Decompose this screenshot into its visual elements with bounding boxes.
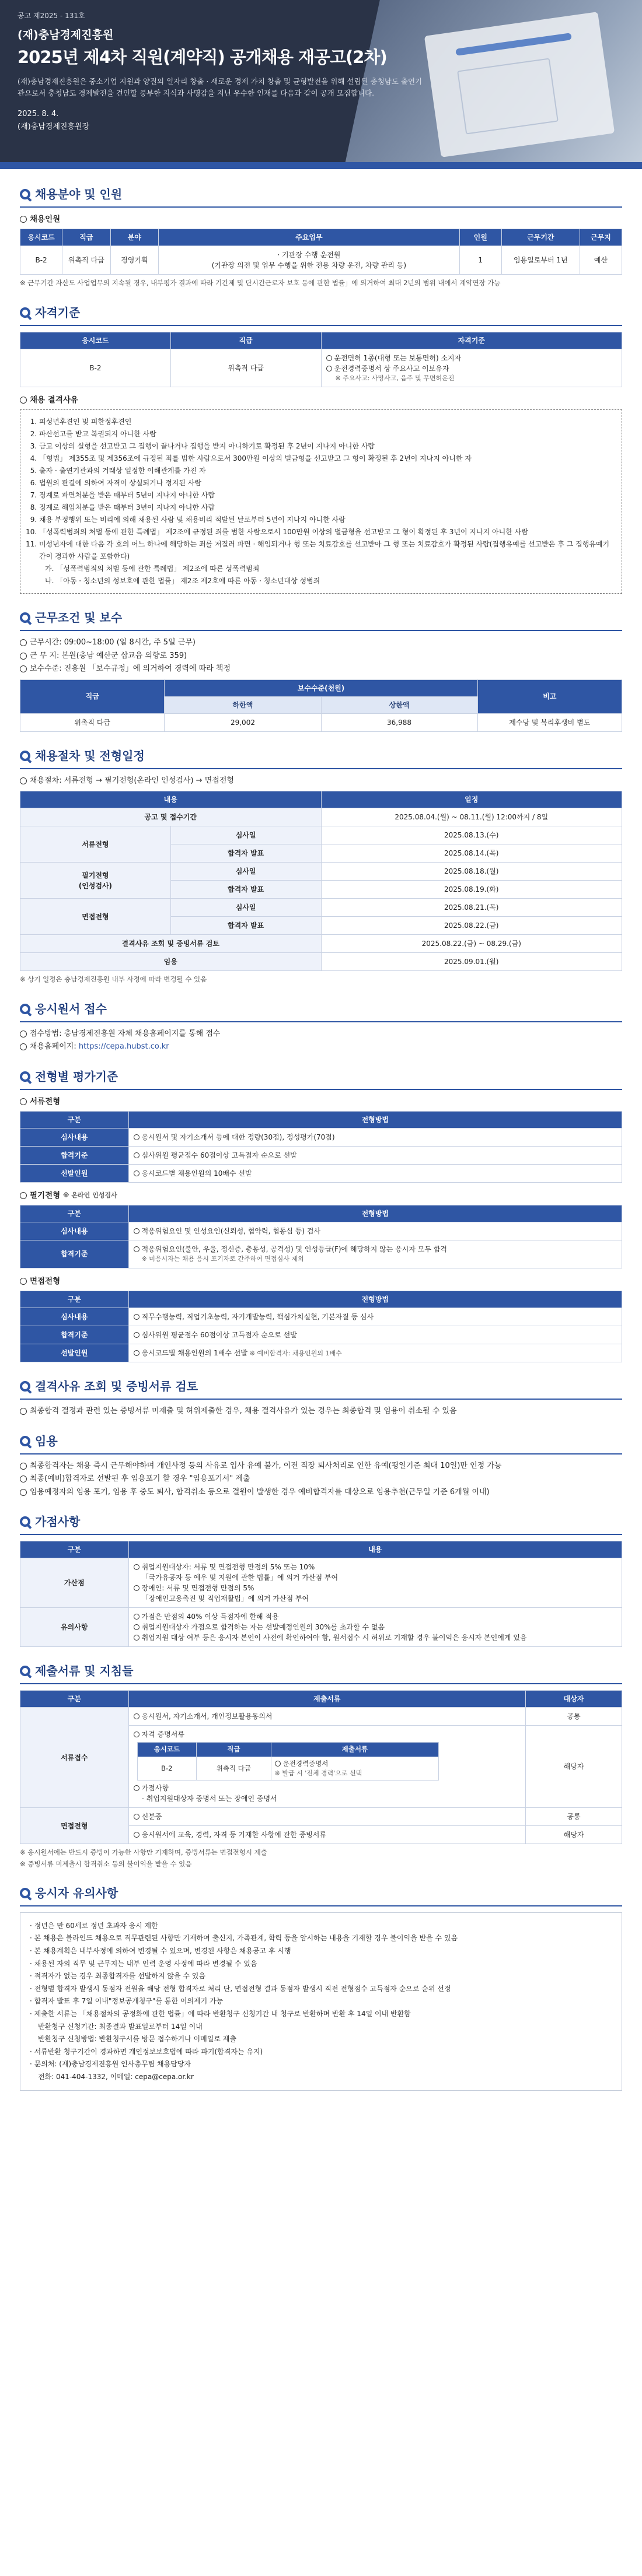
- circle-bullet-icon: [134, 1228, 139, 1234]
- table-header: 전형방법: [128, 1291, 622, 1308]
- table-row: [20, 826, 622, 844]
- circle-bullet-icon: [20, 1475, 27, 1482]
- table-cell: 합격자 발표: [170, 917, 321, 935]
- table-cell: 2025.08.22.(금) ~ 08.29.(금): [321, 935, 622, 953]
- list-item: · 채용된 자의 직무 및 근무지는 내부 인력 운영 사정에 따라 변경될 수 있음: [30, 1959, 257, 1968]
- circle-bullet-icon: [134, 1785, 139, 1791]
- table-cell: 위촉직 다급: [20, 713, 165, 731]
- circle-bullet-icon: [20, 1278, 27, 1285]
- circle-bullet-icon: [20, 1192, 27, 1199]
- table-header: 분야: [110, 229, 158, 246]
- circle-bullet-icon: [20, 1098, 27, 1105]
- table-cell: 해당자: [526, 1826, 622, 1844]
- table-header: 주요업무: [159, 229, 460, 246]
- condition-text: 보수수준: 진흥원 「보수규정」에 의거하여 경력에 따라 책정: [30, 664, 231, 674]
- list-item: 10. 「성폭력범죄의 처벌 등에 관한 특례법」 제2조에 규정된 죄를 범한 사람으로서 100만원 이상의 벌금형을 선고받고 그 형이 확정된 후 3년이 지나지 아니한 사람: [39, 526, 613, 538]
- circle-bullet-icon: [20, 1408, 27, 1415]
- table-cell: 서류전형: [20, 826, 171, 863]
- list-item: 2. 파산선고를 받고 복권되지 아니한 사람: [39, 428, 613, 440]
- circle-bullet-icon: [134, 1814, 139, 1820]
- section-qualifications: [20, 304, 622, 594]
- table-row: [20, 349, 622, 387]
- footnote: ※ 증빙서류 미제출시 합격취소 등의 불이익을 받을 수 있음: [20, 1859, 192, 1868]
- list-item: · 적격자가 없는 경우 최종합격자를 선발하지 않을 수 있음: [30, 1972, 205, 1981]
- table-cell: [128, 1222, 622, 1240]
- section-title: 근무조건 및 보수: [35, 611, 123, 625]
- list-item: · 제출한 서류는 「채용절차의 공정화에 관한 법률」에 따라 반환청구 신청기간 내 청구로 반환하며 반환 후 14일 이내 반환함: [30, 2009, 411, 2018]
- table-cell: 합격기준: [20, 1326, 129, 1344]
- section-documents: [20, 1662, 622, 1869]
- subheading-note: ※ 온라인 인성검사: [62, 1191, 117, 1199]
- table-cell: [128, 1726, 525, 1808]
- table-cell: 필기전형 (인성검사): [20, 863, 171, 899]
- cell-text: 취업지원대상자: 서류 및 면접전형 만점의 5% 또는 10%: [141, 1563, 315, 1572]
- table-cell: [128, 1344, 622, 1362]
- table-cell: [128, 1240, 622, 1268]
- bonus-table: [20, 1541, 622, 1647]
- schedule-table: [20, 791, 622, 971]
- list-item: · 본 채용은 블라인드 채용으로 직무관련된 사항만 기재하여 출신지, 가족관계, 학력 등을 암시하는 내용을 기재할 경우 불이익을 받을 수 있음: [30, 1934, 458, 1943]
- inner-documents-table: [137, 1742, 439, 1781]
- cell-text: 적응위험요인 및 인성요인(신뢰성, 협약력, 협동심 등) 검사: [141, 1227, 321, 1235]
- table-row: [20, 808, 622, 826]
- list-subitem: 반환청구 신청기간: 최종결과 발표일로부터 14일 이내: [38, 2022, 203, 2031]
- table-row: [20, 1326, 622, 1344]
- table-cell: 2025.09.01.(월): [321, 953, 622, 971]
- table-cell: 2025.08.22.(금): [321, 917, 622, 935]
- table-cell: 2025.08.21.(목): [321, 899, 622, 917]
- table-header: 응시코드: [137, 1743, 196, 1757]
- org-name: (재)충남경제진흥원: [18, 29, 114, 41]
- section-disqualification-check: [20, 1378, 622, 1417]
- table-header: 응시코드: [20, 332, 171, 349]
- circle-bullet-icon: [20, 1489, 27, 1496]
- section-evaluation: [20, 1068, 622, 1363]
- table-header: 전형방법: [128, 1111, 622, 1128]
- table-row: [20, 1240, 622, 1268]
- table-header: 하한액: [165, 696, 321, 713]
- cell-note: ※ 미응시자는 채용 응시 포기자로 간주하여 면접심사 제외: [141, 1255, 304, 1263]
- table-header: 구분: [20, 1205, 129, 1222]
- table-cell: 심사일: [170, 826, 321, 844]
- circle-bullet-icon: [134, 1585, 139, 1591]
- table-cell: [271, 1757, 438, 1781]
- circle-bullet-icon: [326, 355, 332, 361]
- condition-text: 근무시간: 09:00~18:00 (일 8시간, 주 5일 근무): [30, 638, 196, 647]
- footnote: ※ 근무기간 자산도 사업업무의 지속될 경우, 내부평가 결과에 따라 기간제 및 단시간근로자 보호 등에 관한 법률」에 의거하여 최대 2년의 범위 내에서 계약연장 가능: [20, 279, 501, 288]
- cell-text: 가점은 만점의 40% 이상 득점자에 한해 적용: [141, 1613, 279, 1621]
- cell-text: 장애인: 서류 및 면접전형 만점의 5%: [141, 1584, 254, 1593]
- section-title: 임용: [35, 1434, 58, 1448]
- table-header: 근무기간: [501, 229, 580, 246]
- list-item: · 문의처: (재)충남경제진흥원 인사총무팀 채용담당자: [30, 2060, 191, 2069]
- circle-bullet-icon: [134, 1332, 139, 1338]
- table-cell: 경영기획: [110, 246, 158, 275]
- section-application: [20, 1000, 622, 1053]
- table-header: 일정: [321, 791, 622, 808]
- circle-bullet-icon: [134, 1713, 139, 1719]
- search-icon: [20, 1516, 30, 1527]
- table-row: [20, 935, 622, 953]
- notes-box: [20, 1912, 622, 2091]
- table-cell: B-2: [20, 349, 171, 387]
- subheading: 서류전형: [30, 1096, 61, 1106]
- list-item: · 합격자 발표 후 7일 이내"정보공개청구"를 통한 이의제기 가능: [30, 1997, 224, 2006]
- hero-accent-bar: [0, 162, 642, 169]
- list-item: 1. 피성년후견인 및 피한정후견인: [39, 416, 613, 428]
- cell-text: 직무수행능력, 직업기초능력, 자기개발능력, 핵심가치실현, 기본자질 등 심사: [141, 1312, 374, 1321]
- table-cell: 2025.08.13.(수): [321, 826, 622, 844]
- table-header: 구분: [20, 1691, 129, 1708]
- table-cell: 합격자 발표: [170, 881, 321, 899]
- circle-bullet-icon: [20, 1031, 27, 1038]
- section-title: 결격사유 조회 및 증빙서류 검토: [35, 1379, 198, 1394]
- cell-text: 운전경력증명서: [282, 1759, 329, 1768]
- table-cell: 36,988: [321, 713, 477, 731]
- table-cell: 심사내용: [20, 1222, 129, 1240]
- table-header: 응시코드: [20, 229, 62, 246]
- table-header: 대상자: [526, 1691, 622, 1708]
- notice-date: 2025. 8. 4.: [18, 110, 59, 118]
- circle-bullet-icon: [20, 653, 27, 660]
- search-icon: [20, 1666, 30, 1676]
- table-cell: 합격기준: [20, 1240, 129, 1268]
- table-header: 인원: [459, 229, 501, 246]
- search-icon: [20, 1004, 30, 1014]
- table-header: 구분: [20, 1111, 129, 1128]
- table-header: 구분: [20, 1541, 129, 1558]
- appointment-text: 최종합격자는 채용 즉시 근무해야하며 개인사정 등의 사유로 입사 유예 불가, 이전 직장 퇴사처리로 인한 유예(평일기준 최대 10일)만 인정 가능: [30, 1461, 502, 1470]
- table-cell: 2025.08.19.(화): [321, 881, 622, 899]
- condition-text: 근 무 지: 본원(충남 예산군 삽교읍 의향로 359): [30, 651, 187, 660]
- circle-bullet-icon: [134, 1350, 139, 1356]
- search-icon: [20, 189, 30, 199]
- cell-text: 응시원서에 교육, 경력, 자격 등 기재한 사항에 관한 증빙서류: [141, 1831, 326, 1839]
- table-row: [137, 1757, 439, 1781]
- section-title: 채용절차 및 전형일정: [35, 748, 145, 763]
- circle-bullet-icon: [20, 1043, 27, 1050]
- section-title: 가점사항: [35, 1515, 81, 1529]
- list-item: · 서류반환 청구기간이 경과하면 개인정보보호법에 따라 파기(합격자는 유지): [30, 2047, 263, 2056]
- list-item: · 전형별 합격자 발생시 동점자 전원을 해당 전형 합격자로 처리 단, 면접전형 결과 동점자 발생시 직전 전형점수 고득점자 순으로 순위 선정: [30, 1984, 451, 1993]
- section-title: 자격기준: [35, 305, 81, 320]
- table-row: [20, 1608, 622, 1647]
- list-item: 4. 「형법」 제355조 및 제356조에 규정된 죄를 범한 사람으로서 300만원 이상의 벌금형을 선고받고 그 형이 확정된 후 2년이 지나지 아니한 자: [39, 453, 613, 465]
- subheading: 필기전형: [30, 1190, 61, 1200]
- table-header: 상한액: [321, 696, 477, 713]
- circle-bullet-icon: [134, 1832, 139, 1838]
- circle-bullet-icon: [20, 639, 27, 646]
- table-row: [20, 1708, 622, 1726]
- table-cell: [128, 1558, 622, 1608]
- appointment-text: 최종(예비)합격자로 선발된 후 임용포기 할 경우 "임용포기서" 제출: [30, 1474, 250, 1484]
- list-subitem: 반환청구 신청방법: 반환청구서를 방문 접수하거나 이메일로 제출: [38, 2035, 236, 2044]
- list-item: · 본 채용계획은 내부사정에 의하여 변경될 수 있으며, 변경된 사항은 채용공고 후 시행: [30, 1946, 291, 1955]
- table-cell: 심사내용: [20, 1308, 129, 1326]
- cell-text: 취업지원 대상 여부 등은 응시자 본인이 사전에 확인하여야 함, 원서접수 시 허위로 기재할 경우 불이익은 응시자 본인에게 있음: [141, 1634, 527, 1642]
- table-header: 직급: [197, 1743, 271, 1757]
- table-cell: 1: [459, 246, 501, 275]
- circle-bullet-icon: [20, 1463, 27, 1470]
- circle-bullet-icon: [134, 1152, 139, 1158]
- table-cell: 임용: [20, 953, 322, 971]
- cell-text: 「국가유공자 등 예우 및 지원에 관한 법률」에 의거 가산점 부여: [141, 1573, 339, 1582]
- table-header: 제출서류: [128, 1691, 525, 1708]
- application-label: 채용홈페이지:: [30, 1042, 76, 1051]
- table-cell: 위촉직 다급: [170, 349, 321, 387]
- qualification-note: ※ 주요사고: 사망사고, 음주 및 무면허운전: [335, 374, 455, 382]
- table-cell: [128, 1826, 525, 1844]
- intro-text: (재)충남경제진흥원은 중소기업 지원과 양질의 일자리 창출 · 새로운 경제 가치 창출 및 균형발전을 위해 설립된 충청남도 출연기관으로서 충청남도 경제발전을 견인할 풍부한 지식과 사명감을 지닌 우수한 인재를 다음과 같이 공개 모집합니다.: [18, 77, 423, 97]
- table-cell: 해당자: [526, 1726, 622, 1808]
- table-cell: [128, 1308, 622, 1326]
- cell-text: 응시원서, 자기소개서, 개인정보활용동의서: [141, 1712, 273, 1721]
- table-cell: 심사일: [170, 899, 321, 917]
- table-cell: 공통: [526, 1808, 622, 1826]
- table-row: [20, 863, 622, 881]
- written-screening-table: [20, 1205, 622, 1268]
- search-icon: [20, 1888, 30, 1898]
- table-row: [20, 713, 622, 731]
- notice-number: 공고 제2025 - 131호: [18, 12, 85, 20]
- table-cell: · 기관장 수행 운전원 (기관장 의전 및 업무 수행을 위한 전용 차량 운전, 차량 관리 등): [159, 246, 460, 275]
- subheading: 면접전형: [30, 1276, 61, 1286]
- cell-text: 적응위험요인(불안, 우울, 정신증, 충동성, 공격성) 및 인성등급(F)에 해당하지 않는 응시자 모두 합격: [141, 1245, 447, 1253]
- table-cell: 선발인원: [20, 1164, 129, 1182]
- qualification-table: [20, 332, 622, 388]
- circle-bullet-icon: [134, 1246, 139, 1252]
- pay-table: [20, 679, 622, 732]
- document-screening-table: [20, 1111, 622, 1183]
- table-header: 내용: [128, 1541, 622, 1558]
- cell-text: 심사위원 평균점수 60점이상 고득점자 순으로 선발: [141, 1151, 297, 1159]
- table-row: [20, 1558, 622, 1608]
- list-item: 3. 금고 이상의 실형을 선고받고 그 집행이 끝나거나 집행을 받지 아니하기로 확정된 후 2년이 지나지 아니한 사람: [39, 440, 613, 453]
- circle-bullet-icon: [134, 1732, 139, 1737]
- table-row: [20, 1308, 622, 1326]
- cell-note: ※ 예비합격자: 채용인원의 1배수: [249, 1349, 342, 1357]
- section-applicant-notes: [20, 1884, 622, 2091]
- table-row: [20, 953, 622, 971]
- list-item: 9. 채용 부정행위 또는 비리에 의해 채용된 사람 및 채용비리 적발된 날로부터 5년이 지나지 아니한 사람: [39, 514, 613, 526]
- section-conditions: [20, 609, 622, 732]
- qualification-cell: [321, 349, 622, 387]
- table-cell: 위촉직 다급: [62, 246, 110, 275]
- search-icon: [20, 307, 30, 318]
- table-row: [20, 899, 622, 917]
- section-appointment: [20, 1432, 622, 1498]
- search-icon: [20, 1436, 30, 1446]
- table-cell: 합격기준: [20, 1146, 129, 1164]
- table-header: 직급: [20, 679, 165, 713]
- section-schedule: [20, 747, 622, 985]
- cell-text: 응시원서 및 자기소개서 등에 대한 정량(30점), 정성평가(70점): [141, 1133, 335, 1141]
- table-row: [20, 1808, 622, 1826]
- footnote: ※ 응시원서에는 반드시 증빙이 가능한 사항만 기재하며, 증빙서류는 면접전형시 제출: [20, 1848, 267, 1857]
- table-cell: [128, 1808, 525, 1826]
- table-row: [20, 1222, 622, 1240]
- appointment-text: 임용예정자의 임용 포기, 임용 후 중도 퇴사, 합격취소 등으로 결원이 발생한 경우 예비합격자를 대상으로 임용추천(근무일 기준 6개월 이내): [30, 1487, 490, 1496]
- disqualification-box: [20, 409, 622, 594]
- page-title: 2025년 제4차 직원(계약직) 공개채용 재공고(2차): [18, 47, 387, 67]
- table-cell: 면접전형: [20, 899, 171, 935]
- table-cell: 결격사유 조회 및 증빙서류 검토: [20, 935, 322, 953]
- section-title: 응시자 유의사항: [35, 1885, 118, 1900]
- list-item: 11. 미성년자에 대한 다음 각 호의 어느 하나에 해당하는 죄를 저질러 파면 · 해임되거나 형 또는 치료감호를 선고받아 그 형 또는 치료감호가 확정된 사람(집행유예를 선고받은 후 그 집행유예기간이 경과한 사람을 포함한다): [39, 538, 613, 563]
- hero-chart-image: [457, 58, 559, 134]
- list-item: 6. 법원의 판결에 의하여 자격이 상실되거나 정지된 사람: [39, 477, 613, 489]
- table-cell: [128, 1146, 622, 1164]
- table-cell: 선발인원: [20, 1344, 129, 1362]
- table-cell: 제수당 및 복리후생비 별도: [477, 713, 622, 731]
- table-cell: [128, 1128, 622, 1146]
- table-cell: 심사일: [170, 863, 321, 881]
- list-item: 8. 징계로 해임처분을 받은 때부터 3년이 지나지 아니한 사람: [39, 502, 613, 514]
- table-cell: 2025.08.04.(월) ~ 08.11.(월) 12:00까지 / 8일: [321, 808, 622, 826]
- subheading: 채용 결격사유: [30, 395, 78, 405]
- table-cell: B-2: [20, 246, 62, 275]
- cell-note: ※ 발급 시 '전체 경력'으로 선택: [274, 1769, 362, 1777]
- qualification-item: 운전면허 1종(대형 또는 보통면허) 소지자: [334, 353, 462, 362]
- cell-text: - 취업지원대상자 증명서 또는 장애인 증명서: [141, 1795, 277, 1803]
- table-header: 내용: [20, 791, 322, 808]
- recruit-homepage-link[interactable]: https://cepa.hubst.co.kr: [78, 1042, 169, 1051]
- circle-bullet-icon: [134, 1314, 139, 1320]
- table-header: 구분: [20, 1291, 129, 1308]
- cell-text: 신분증: [141, 1813, 162, 1821]
- section-bonus-points: [20, 1513, 622, 1647]
- section-title: 제출서류 및 지침들: [35, 1664, 134, 1678]
- check-text: 최종합격 결정과 관련 있는 증빙서류 미제출 및 허위제출한 경우, 채용 결격사유가 있는 경우는 최종합격 및 임용이 취소될 수 있음: [30, 1407, 457, 1416]
- search-icon: [20, 751, 30, 761]
- interview-screening-table: [20, 1291, 622, 1363]
- section-title: 채용분야 및 인원: [35, 187, 123, 201]
- notice-signer: (재)충남경제진흥원장: [18, 122, 90, 131]
- cell-text: 가점사항: [141, 1784, 169, 1793]
- table-row: [20, 246, 622, 275]
- table-cell: [128, 1326, 622, 1344]
- table-cell: 공통: [526, 1708, 622, 1726]
- table-cell: 예산: [580, 246, 622, 275]
- circle-bullet-icon: [134, 1170, 139, 1176]
- application-text: 접수방법: 충남경제진흥원 자체 채용홈페이지를 통해 접수: [30, 1029, 221, 1038]
- search-icon: [20, 612, 30, 623]
- positions-table: [20, 229, 622, 275]
- cell-text: 취업지원대상자 가점으로 합격하는 자는 선발예정인원의 30%를 초과할 수 없음: [141, 1623, 385, 1632]
- section-title: 전형별 평가기준: [35, 1069, 118, 1084]
- table-cell: 유의사항: [20, 1608, 129, 1647]
- list-item: 5. 출자 · 출연기관과의 거래상 일정한 이해관계를 가진 자: [39, 465, 613, 477]
- qualification-item: 운전경력증명서 상 주요사고 이보유자: [334, 364, 449, 373]
- list-subitem: 나. 「아동 · 청소년의 성보호에 관한 법률」 제2조 제2호에 따른 아동 · 청소년대상 성범죄: [45, 577, 320, 586]
- circle-bullet-icon: [134, 1635, 139, 1641]
- cell-text: 심사위원 평균점수 60점이상 고득점자 순으로 선발: [141, 1330, 297, 1339]
- contact-info: 전화: 041-404-1332, 이메일: cepa@cepa.or.kr: [38, 2072, 194, 2081]
- table-cell: 위촉직 다급: [197, 1757, 271, 1781]
- circle-bullet-icon: [134, 1564, 139, 1570]
- table-header: 직급: [62, 229, 110, 246]
- cell-text: 응시코드별 채용인원의 1배수 선발: [141, 1348, 247, 1357]
- table-header: 근무지: [580, 229, 622, 246]
- table-cell: 면접전형: [20, 1808, 129, 1844]
- table-row: [20, 1128, 622, 1146]
- search-icon: [20, 1381, 30, 1392]
- list-subitem: 가. 「성폭력범죄의 처벌 등에 관한 특례법」 제2조에 따른 성폭력범죄: [45, 565, 260, 573]
- circle-bullet-icon: [134, 1624, 139, 1630]
- table-header: 제출서류: [271, 1743, 438, 1757]
- table-header: 자격기준: [321, 332, 622, 349]
- table-cell: 서류접수: [20, 1708, 129, 1808]
- circle-bullet-icon: [20, 777, 27, 784]
- table-header: 직급: [170, 332, 321, 349]
- list-item: 7. 징계로 파면처분을 받은 때부터 5년이 지나지 아니한 사람: [39, 489, 613, 502]
- table-cell: 가산점: [20, 1558, 129, 1608]
- table-cell: 공고 및 접수기간: [20, 808, 322, 826]
- procedure-text: 채용절차: 서류전형 → 필기전형(온라인 인성검사) → 면접전형: [30, 776, 234, 785]
- table-header: 비고: [477, 679, 622, 713]
- table-cell: [128, 1608, 622, 1647]
- table-row: [20, 1146, 622, 1164]
- table-cell: 합격자 발표: [170, 844, 321, 863]
- table-header: 전형방법: [128, 1205, 622, 1222]
- hero-banner: [0, 0, 642, 169]
- table-cell: 심사내용: [20, 1128, 129, 1146]
- cell-text: 「장애인고용촉진 및 직업재활법」에 의거 가산점 부여: [141, 1594, 309, 1603]
- table-cell: [128, 1708, 525, 1726]
- table-header: 보수수준(천원): [165, 679, 477, 696]
- section-positions: [20, 185, 622, 289]
- circle-bullet-icon: [275, 1761, 281, 1767]
- table-cell: 29,002: [165, 713, 321, 731]
- table-row: [20, 1164, 622, 1182]
- circle-bullet-icon: [134, 1614, 139, 1620]
- circle-bullet-icon: [326, 366, 332, 371]
- table-cell: 2025.08.14.(목): [321, 844, 622, 863]
- circle-bullet-icon: [134, 1134, 139, 1140]
- table-cell: [128, 1164, 622, 1182]
- subheading: 채용인원: [30, 215, 61, 224]
- footnote: ※ 상기 일정은 충남경제진흥원 내부 사정에 따라 변경될 수 있음: [20, 975, 207, 984]
- search-icon: [20, 1071, 30, 1082]
- circle-bullet-icon: [20, 397, 27, 404]
- cell-text: 응시코드별 채용인원의 10배수 선발: [141, 1169, 252, 1177]
- documents-table: [20, 1690, 622, 1844]
- table-cell: B-2: [137, 1757, 196, 1781]
- circle-bullet-icon: [20, 665, 27, 672]
- table-cell: 임용일로부터 1년: [501, 246, 580, 275]
- circle-bullet-icon: [20, 216, 27, 223]
- table-row: [20, 1344, 622, 1362]
- cell-text: 자격 증명서류: [141, 1730, 184, 1739]
- table-cell: 2025.08.18.(월): [321, 863, 622, 881]
- list-item: · 정년은 만 60세로 정년 초과자 응시 제한: [30, 1921, 158, 1930]
- section-title: 응시원서 접수: [35, 1001, 107, 1016]
